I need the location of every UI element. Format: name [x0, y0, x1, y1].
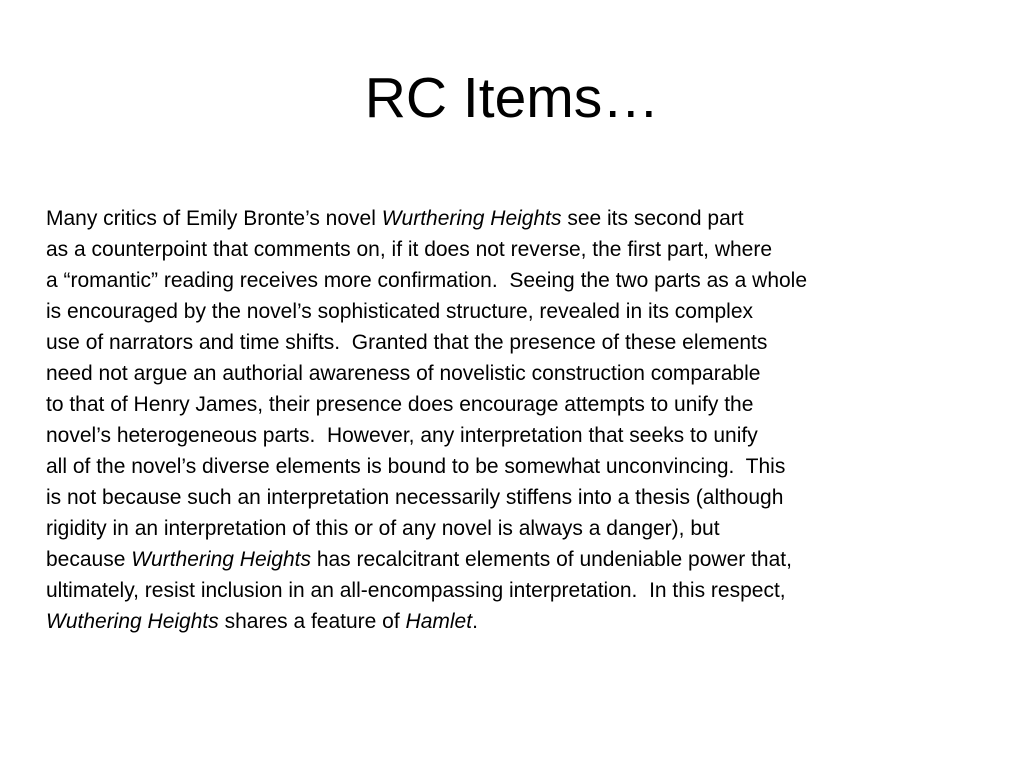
- passage-line: [46, 575, 1016, 606]
- passage-line: [46, 234, 1016, 265]
- slide-title: RC Items…: [364, 66, 660, 130]
- passage-line: [46, 544, 1016, 575]
- passage-text-run: has recalcitrant elements of undeniable power that,: [310, 548, 792, 571]
- passage-text-run: to that of Henry James, their presence does encourage attempts to unify the: [46, 393, 754, 416]
- passage-line: [46, 203, 1016, 234]
- passage-line: [46, 606, 1016, 637]
- italic-title-text: Hamlet: [405, 610, 473, 633]
- passage-text-run: .: [472, 610, 478, 633]
- passage-text-run: shares a feature of: [218, 610, 406, 633]
- italic-title-text: Wurthering Heights: [381, 207, 562, 230]
- passage-line: [46, 358, 1016, 389]
- passage-line: [46, 451, 1016, 482]
- passage-line: [46, 296, 1016, 327]
- passage-text-run: because: [46, 548, 132, 571]
- passage-line: [46, 327, 1016, 358]
- passage-text-run: a “romantic” reading receives more confirmation. Seeing the two parts as a whole: [46, 269, 808, 292]
- passage-text-run: as a counterpoint that comments on, if it does not reverse, the first part, where: [46, 238, 773, 261]
- passage-text-run: Many critics of Emily Bronte’s novel: [46, 207, 382, 230]
- passage-text-run: use of narrators and time shifts. Granted that the presence of these elements: [46, 331, 768, 354]
- passage-line: [46, 420, 1016, 451]
- italic-title-text: Wuthering Heights: [46, 610, 219, 633]
- passage-text-run: is encouraged by the novel’s sophisticated structure, revealed in its complex: [46, 300, 753, 323]
- italic-title-text: Wurthering Heights: [131, 548, 311, 571]
- passage-line: [46, 389, 1016, 420]
- passage-line: [46, 482, 1016, 513]
- passage-text: [46, 203, 1016, 637]
- passage-text-run: novel’s heterogeneous parts. However, any interpretation that seeks to unify: [46, 424, 758, 447]
- passage-text-run: all of the novel’s diverse elements is bound to be somewhat unconvincing. This: [46, 455, 786, 478]
- passage-text-run: see its second part: [561, 207, 744, 230]
- passage-text-run: is not because such an interpretation necessarily stiffens into a thesis (although: [46, 486, 784, 509]
- passage-text-run: ultimately, resist inclusion in an all-encompassing interpretation. In this respect,: [46, 579, 786, 602]
- passage-line: [46, 265, 1016, 296]
- passage-text-run: rigidity in an interpretation of this or of any novel is always a danger), but: [46, 517, 720, 540]
- passage-line: [46, 513, 1016, 544]
- passage-text-run: need not argue an authorial awareness of novelistic construction comparable: [46, 362, 761, 385]
